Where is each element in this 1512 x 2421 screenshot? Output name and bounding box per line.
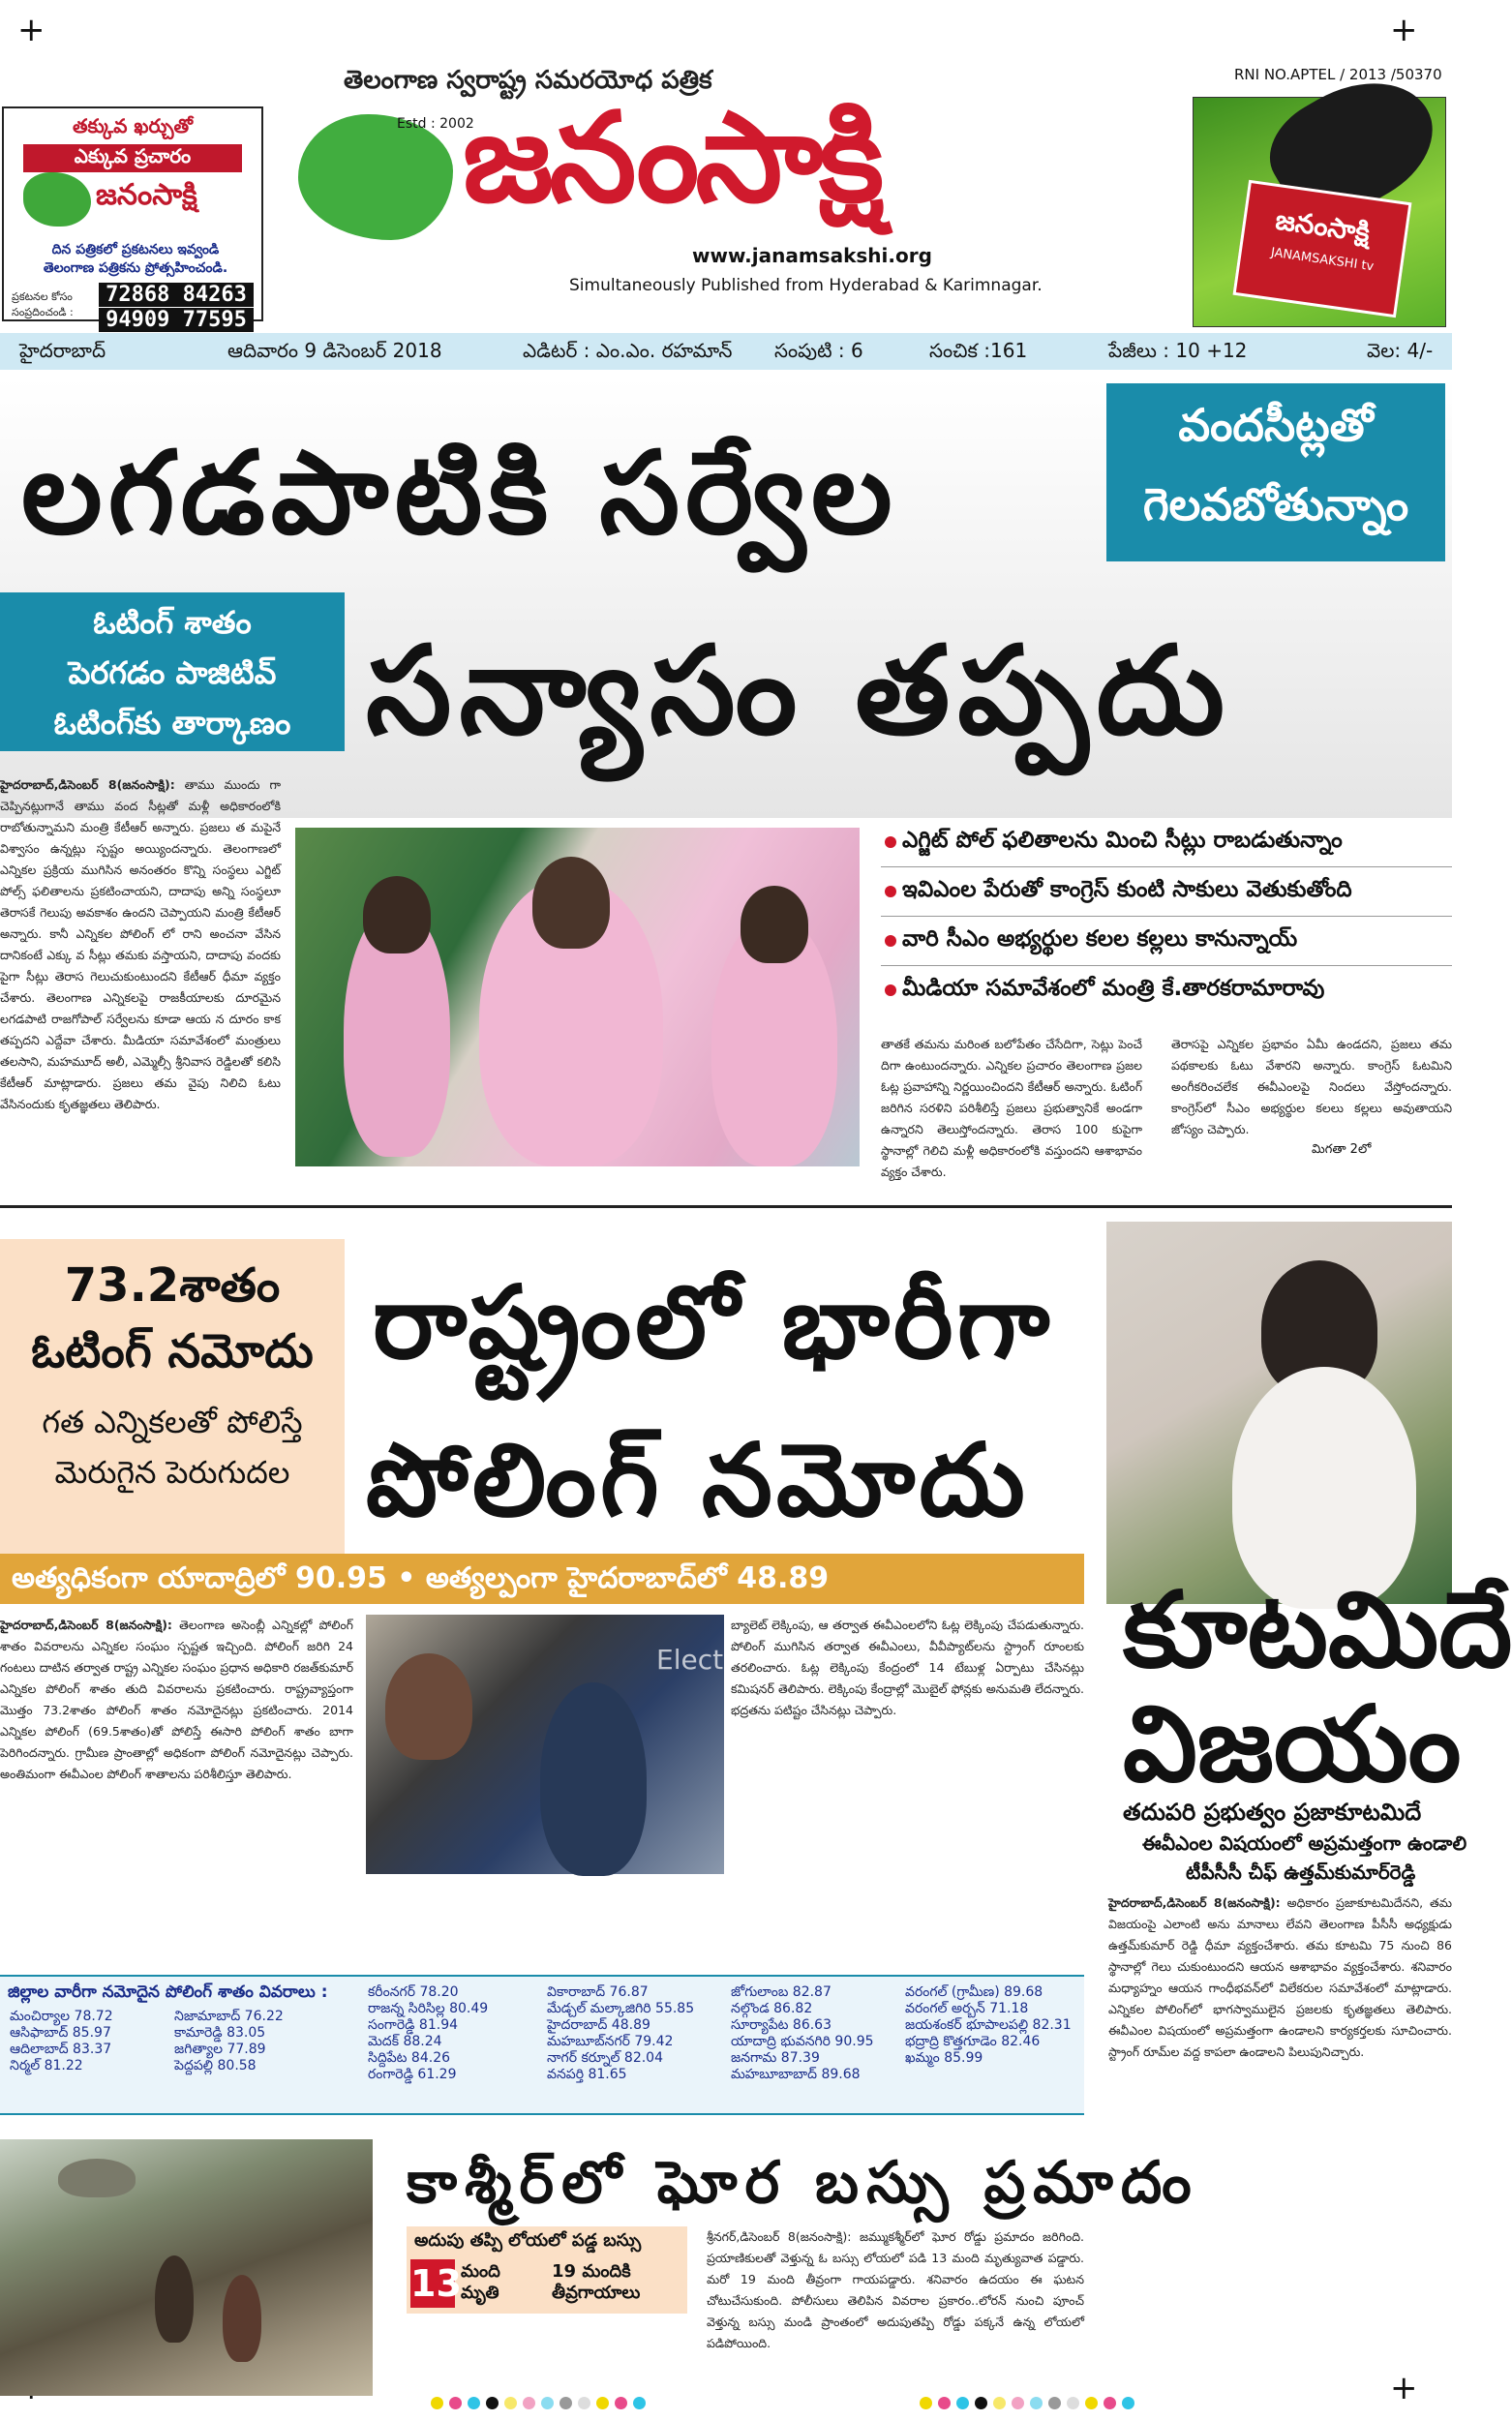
- bullet-item: వారి సీఎం అభ్యర్థుల కలల కల్లలు కానున్నాయ్: [881, 926, 1452, 966]
- district-row: కామారెడ్డి 83.05: [174, 2025, 266, 2041]
- district-row: జోగులాంబ 82.87: [731, 1984, 832, 2000]
- crop-mark: +: [1390, 2369, 1418, 2407]
- highlight-line: వందసీట్లతో: [1178, 399, 1374, 451]
- district-column: [10, 2009, 113, 2074]
- district-row: యాదాద్రి భువనగిరి 90.95: [731, 2034, 874, 2049]
- second-body-col-1: [0, 1615, 353, 1968]
- lead-body-col-3: తెరాసపై ఎన్నికల ప్రభావం ఏమీ ఉండదని, ప్రజలు తమ పథకాలకు ఓటు వేశారని అన్నారు. కాంగ్రెస్ ఓటమిని అంగీకరించలేక ఈవీఎంలపై నిందలు వేస్తోందన్నారు. కాంగ్రెస్‌లో సీఎం అభ్యర్థుల కలలు కల్లలు అవుతాయని జోస్యం చెప్పారు.: [1171, 1037, 1452, 1136]
- advertisement-left: [2, 106, 263, 332]
- right-headline-2: విజయం: [1123, 1684, 1462, 1805]
- stat-note-1: గత ఎన్నికలతో పోలిస్తే: [42, 1404, 303, 1440]
- district-column: [368, 1984, 488, 2083]
- lead-body-col-2: తాతకే తమను మరింత బలోపేతం చేసేదిగా, సెట్లు పెంచే దిగా ఉంటుందన్నారు. ఎన్నికల ప్రచారం తెలంగాణ ప్రజల ఓట్ల ప్రవాహాన్ని నిర్ణయించిందని కేటీఆర్ అన్నారు. ఓటింగ్ జరిగిన సరళిని పరిశీలిస్తే ప్రజలు ప్రభుత్వానికే అండగా ఉన్నారని తెలుస్తోందన్నారు. తెరాస 100 కుపైగా స్థానాల్లో గెలిచి మళ్లీ అధికారంలోకి వస్తుందని ఆశాభావం వ్యక్తం చేశారు.: [881, 1037, 1142, 1179]
- ad-contact-label: ప్రకటనల కోసం సంప్రదించండి :: [12, 290, 74, 318]
- district-row: సూర్యాపేట 86.63: [731, 2017, 832, 2033]
- district-row: వరంగల్ (గ్రామీణ) 89.68: [905, 1984, 1043, 2000]
- telangana-map-icon: [298, 114, 453, 240]
- color-registration-dots: [920, 2397, 1134, 2409]
- article-text: అధికారం ప్రజాకూటమిదేనని, తమ విజయంపై ఎలాంటి అను మానాలు లేవని తెలంగాణ పీసీసీ అధ్యక్షుడు ఉత్తమ్‌కుమార్ రెడ్డి ధీమా వ్యక్తంచేశారు. తమ కూటమి 75 నుంచి 86 స్థానాల్లో గెలు చుకుంటుందని ఆయన ఆశాభావం వ్యక్తంచేశారు. శనివారం మధ్యాహ్నం ఆయన గాంధీభవన్‌లో విలేకరుల సమావేశంలో మాట్లాడారు. ఎన్నికల పోలింగ్‌లో భాగస్వాములైన ప్రజలకు కృతజ్ఞతలు తెలిపారు. ఈవీఎంల విషయంలో అప్రమత్తంగా ఉండాలని కార్యకర్తలకు సూచించారు. స్ట్రాంగ్ రూమ్‌ల వద్ద కాపలా ఉండాలని పిలుపునిచ్చారు.: [1108, 1895, 1452, 2059]
- issue: సంచిక :161: [929, 339, 1028, 362]
- right-subhead-3: టీపీసీసీ చీఫ్ ఉత్తమ్‌కుమార్‌రెడ్డి: [1186, 1861, 1416, 1884]
- district-row: మహబూబ్‌నగర్ 79.42: [547, 2034, 674, 2049]
- person-head: [385, 1653, 472, 1760]
- continued-note: మిగతా 2లో: [1312, 1142, 1372, 1157]
- accident-stats-box: [407, 2226, 687, 2314]
- district-row: ఆసిఫాబాద్ 85.97: [10, 2025, 111, 2041]
- lead-bullet-list: [881, 828, 1452, 1016]
- district-row: నల్గొండ 86.82: [731, 2001, 813, 2016]
- city: హైదరాబాద్: [19, 339, 106, 362]
- person-figure: [540, 1682, 647, 1876]
- ad-line-1: తక్కువ ఖర్చుతో: [72, 114, 194, 137]
- district-row: సిద్దిపేట 84.26: [368, 2050, 451, 2066]
- district-row: సంగారెడ్డి 81.94: [368, 2017, 459, 2033]
- district-row: రంగారెడ్డి 61.29: [368, 2067, 457, 2082]
- district-column: [905, 1984, 1072, 2067]
- right-subhead-2: ఈవీఎంల విషయంలో అప్రమత్తంగా ఉండాలి: [1142, 1831, 1467, 1855]
- dead-label: మంది మృతి: [461, 2261, 500, 2303]
- website-url[interactable]: www.janamsakshi.org: [692, 244, 932, 267]
- lead-headline-1: లగడపాటికి సర్వేల: [21, 426, 898, 560]
- article-text: తెలంగాణ అసెంబ్లీ ఎన్నికల్లో పోలింగ్ శాతం వివరాలను ఎన్నికల సంఘం స్పష్టత ఇచ్చింది. పోలింగ్ జరిగి 24 గంటలు దాటిన తర్వాత రాష్ట్ర ఎన్నికల సంఘం ప్రధాన అధికారి రజత్‌కుమార్ ఎన్నికల పోలింగ్ శాతం తుది వివరాలను ప్రకటించారు. రాష్ట్రవ్యాప్తంగా మొత్తం 73.2శాతం పోలింగ్ శాతం నమోదైనట్లు ప్రకటించారు. 2014 ఎన్నికల పోలింగ్ (69.5శాతం)తో పోలిస్తే ఈసారి పోలింగ్ శాతం బాగా పెరిగిందన్నారు. గ్రామీణ ప్రాంతాల్లో అధికంగా పోలింగ్ నమోదైనట్లు చెప్పారు. అంతిమంగా ఈవీఎంల పోలింగ్ శాతాలను పరిశీలిస్తూ తెలిపారు.: [0, 1618, 353, 1781]
- ad-brand: జనంసాక్షి: [96, 178, 197, 212]
- side-line: ఓటింగ్ శాతం: [93, 604, 252, 641]
- uttam-kumar-reddy-photo: [1106, 1222, 1452, 1604]
- person-head: [363, 876, 431, 953]
- district-row: ఆదిలాబాద్ 83.37: [10, 2042, 112, 2057]
- district-row: పెద్దపల్లి 80.58: [174, 2058, 257, 2073]
- injured-label: 19 మందికి తీవ్రగాయాలు: [552, 2261, 641, 2303]
- lead-body-col-1: [0, 774, 281, 1166]
- person-head: [741, 886, 808, 963]
- district-row: వికారాబాద్ 76.87: [547, 1984, 649, 2000]
- right-subhead-1: తదుపరి ప్రభుత్వం ప్రజాకూటమిదే: [1123, 1799, 1422, 1826]
- stat-note-2: మెరుగైన పెరుగుదల: [54, 1454, 290, 1491]
- district-row: వరంగల్ అర్బన్ 71.18: [905, 2001, 1029, 2016]
- editor: ఎడిటర్ : ఎం.ఎం. రహమాన్: [523, 339, 733, 362]
- lead-highlight-box: [1106, 383, 1445, 561]
- district-column: [174, 2009, 284, 2074]
- dateline: హైదరాబాద్,డిసెంబర్ 8(జనంసాక్షి):: [1108, 1895, 1281, 1910]
- district-row: జనగామ 87.39: [731, 2050, 820, 2066]
- district-table-title: జిల్లాల వారీగా నమోదైన పోలింగ్ శాతం వివరాలు :: [8, 1982, 328, 2002]
- article-text: తాము ముందు గా చెప్పినట్లుగానే తాము వంద సీట్లతో మళ్లీ అధికారంలోకి రాబోతున్నామని మంత్రి కేటీఆర్ అన్నారు. ప్రజలు త మపైనే విశ్వాసం ఉన్నట్లు స్పష్టం అయ్యిందన్నారు. తెలంగాణలో ఎన్నికల ప్రక్రియ ముగిసిన అనంతరం కొన్ని సంస్థలు ఎగ్జిట్ పోల్స్ ఫలితాలను ప్రకటించాయని, దాదాపు అన్ని సంస్థలూ తెరాసకే గెలుపు అవకాశం ఉందని చెప్పాయని మంత్రి కేటీఆర్ అన్నారు. కానీ ఎన్నికల పోలింగ్ లో రాని అంచనా వేసిన దానికంటే ఎక్కు వ సీట్లు తమకు వస్తాయని, దాదాపు వందకు పైగా సీట్లు తెరాస గెలుచుకుంటుందని కేటీఆర్ ధీమా వ్యక్తం చేశారు. తెలంగాణ ఎన్నికలపై రాజకీయాలకు దూరమైన లగడపాటి రాజగోపాల్ సర్వేలను కూడా ఆయ న దూరం కాక తప్పదని ఎద్దేవా చేశారు. మీడియా సమావేశంలో మంత్రులు తలసాని, మహమూద్ అలీ, ఎమ్మెల్సీ శ్రీనివాస రెడ్డిలతో కలిసి కేటీఆర్ మాట్లాడారు. ప్రజలు తమ వైపు నిలిచి ఓటు వేసినందుకు కృతజ్ఞతలు తెలిపారు.: [0, 777, 281, 1111]
- second-body-col-3: బ్యాలెట్ లెక్కింపు, ఆ తర్వాత ఈవీఎంలలోని ఓట్ల లెక్కింపు చేపడుతున్నారు. పోలింగ్ ముగిసిన తర్వాత ఈవీఎంలు, వీవీప్యాట్‌లను స్ట్రాంగ్ రూంలకు తరలించారు. ఓట్ల లెక్కింపు కేంద్రంలో 14 టేబుళ్ల ఏర్పాటు చేసినట్లు కమిషనర్ తెలిపారు. లెక్కింపు కేంద్రాల్లో మొబైల్ ఫోన్లకు అనుమతి లేదన్నారు. భద్రతను పటిష్టం చేసినట్లు చెప్పారు.: [731, 1618, 1084, 1717]
- district-column: [547, 1984, 694, 2083]
- ad-phone-1: 72868 84263: [99, 283, 254, 307]
- district-row: మహబూబాబాద్ 89.68: [731, 2067, 861, 2082]
- bullet-item: ఇవిఎంల పేరుతో కాంగ్రెస్ కుంటి సాకులు వెతుకుతోంది: [881, 877, 1452, 917]
- third-headline: కాశ్మీర్‌లో ఘోర బస్సు ప్రమాదం: [407, 2149, 1199, 2217]
- district-row: రాజన్న సిరిసిల్ల 80.49: [368, 2001, 489, 2016]
- side-line: ఓటింగ్‌కు తార్కాణం: [53, 705, 291, 741]
- telangana-map-icon: [23, 172, 91, 227]
- district-row: భద్రాద్రి కొత్తగూడెం 82.46: [905, 2034, 1041, 2049]
- box-title: అదుపు తప్పి లోయలో పడ్డ బస్సు: [414, 2230, 642, 2251]
- newspaper-logo: జనంసాక్షి: [463, 86, 881, 230]
- date: ఆదివారం 9 డిసెంబర్ 2018: [227, 339, 442, 362]
- price: వెల: 4/-: [1367, 339, 1434, 362]
- right-headline-1: కూటమిదే: [1123, 1570, 1512, 1691]
- district-row: వనపర్తి 81.65: [547, 2067, 627, 2082]
- lead-headline-2: సన్యాసం తప్పదు: [366, 620, 1233, 762]
- person-head: [532, 857, 610, 949]
- crop-mark: +: [1390, 11, 1418, 49]
- district-row: మెదక్ 88.24: [368, 2034, 442, 2049]
- side-line: పెరగడం పాజిటివ్: [68, 654, 277, 691]
- tagline: తెలంగాణ స్వరాష్ట్ర సమరయోధ పత్రిక: [344, 66, 712, 95]
- crop-mark: +: [17, 11, 45, 49]
- district-row: జగిత్యాల 77.89: [174, 2042, 266, 2057]
- date-bar: [0, 333, 1452, 370]
- district-row: నాగర్ కర్నూల్ 82.04: [547, 2050, 664, 2066]
- ad-line-2: ఎక్కువ ప్రచారం: [23, 144, 242, 172]
- dead-count: 13: [410, 2259, 455, 2308]
- district-column: [731, 1984, 874, 2083]
- dateline: హైదరాబాద్,డిసెంబర్ 8(జనంసాక్షి):: [0, 1618, 172, 1632]
- volume: సంపుటి : 6: [774, 339, 863, 362]
- lead-side-box: [0, 592, 345, 751]
- district-row: హైదరాబాద్ 48.89: [547, 2017, 650, 2033]
- second-headline-2: పోలింగ్ నమోదు: [366, 1421, 1029, 1539]
- tv-title: జనంసాక్షి: [1273, 203, 1373, 249]
- right-body: [1108, 1892, 1452, 2134]
- tv-subtitle: JANAMSAKSHI tv: [1269, 245, 1376, 275]
- ad-line-3: దిన పత్రికలో ప్రకటనలు ఇవ్వండి తెలంగాణ పత్రికను ప్రోత్సహించండి.: [43, 242, 228, 276]
- bullet-item: ఎగ్జిట్ పోల్ ఫలితాలను మించి సీట్లు రాబడుతున్నాం: [881, 828, 1452, 867]
- district-row: మేడ్చల్ మల్కాజిగిరి 55.85: [547, 2001, 695, 2016]
- district-row: జయశంకర్ భూపాలపల్లి 82.31: [905, 2017, 1072, 2033]
- publication-cities: Simultaneously Published from Hyderabad & Karimnagar.: [569, 276, 1043, 295]
- voting-stat-box: [0, 1239, 345, 1560]
- pages: పేజీలు : 10 +12: [1108, 339, 1248, 362]
- person-figure: [223, 2275, 261, 2362]
- second-headline-1: రాష్ట్రంలో భారీగా: [373, 1263, 1054, 1381]
- stat-label: ఓటింగ్ నమోదు: [31, 1324, 314, 1378]
- bus-wreck: [58, 2159, 136, 2197]
- color-registration-dots: [431, 2397, 646, 2409]
- district-row: కరీంనగర్ 78.20: [368, 1984, 459, 2000]
- stat-percent: 73.2శాతం: [64, 1258, 281, 1313]
- district-row: మంచిర్యాల 78.72: [10, 2009, 113, 2024]
- bullet-item: మీడియా సమావేశంలో మంత్రి కే.తారకరామారావు: [881, 976, 1452, 1007]
- person-figure: [155, 2255, 194, 2343]
- district-row: నిజామాబాద్ 76.22: [174, 2009, 284, 2024]
- backdrop-text: Elect: [656, 1644, 724, 1676]
- third-body: శ్రీనగర్,డిసెంబర్ 8(జనంసాక్షి): జమ్ముకశ్మీర్‌లో ఘోర రోడ్డు ప్రమాదం జరిగింది. ప్రయాణికులతో వెళ్తున్న ఓ బస్సు లోయలో పడి 13 మంది మృత్యువాత పడ్డారు. మరో 19 మంది తీవ్రంగా గాయపడ్డారు. శనివారం ఉదయం ఈ ఘటన చోటుచేసుకుంది. పోలీసులు తెలిపిన వివరాల ప్రకారం..లోరన్ నుంచి పూంచ్ వెళ్తున్న బస్సు మండి ప్రాంతంలో అదుపుతప్పి రోడ్డు పక్కనే ఉన్న లోయలో పడిపోయింది.: [707, 2229, 1084, 2350]
- tv-advertisement: [1193, 97, 1446, 327]
- rni-number: RNI NO.APTEL / 2013 /50370: [1234, 66, 1442, 83]
- polling-extremes-bar: అత్యధికంగా యాదాద్రిలో 90.95 • అత్యల్పంగా హైదరాబాద్‌లో 48.89: [0, 1554, 1084, 1604]
- election-officials-photo: [366, 1615, 724, 1874]
- established-year: Estd : 2002: [397, 116, 474, 132]
- dateline: హైదరాబాద్,డిసెంబర్ 8(జనంసాక్షి):: [0, 777, 175, 792]
- highlight-line: గెలవబోతున్నాం: [1142, 478, 1409, 530]
- section-divider: [0, 1205, 1452, 1208]
- bus-accident-photo: [0, 2139, 373, 2396]
- district-row: ఖమ్మం 85.99: [905, 2050, 983, 2066]
- ktr-press-meet-photo: [295, 828, 860, 1166]
- ad-phone-2: 94909 77595: [99, 308, 254, 332]
- district-row: నిర్మల్ 81.22: [10, 2058, 83, 2073]
